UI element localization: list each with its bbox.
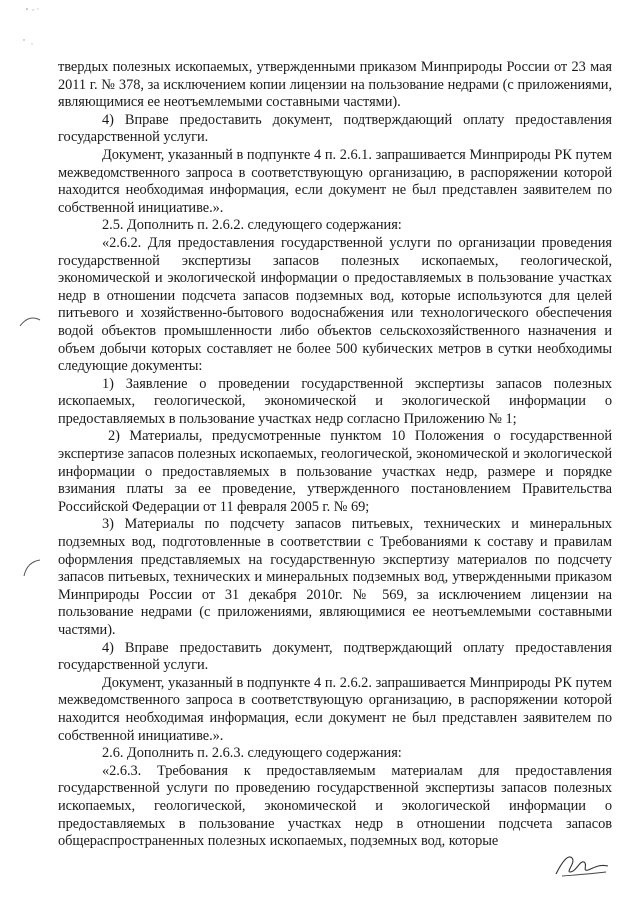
- margin-hole-mark: [16, 312, 46, 330]
- margin-hole-mark: [18, 556, 48, 580]
- paragraph-document-request-second: Документ, указанный в подпункте 4 п. 2.6.2. запрашивается Минприроды РК путем межведомственного запроса в соответствующую организацию, в распоряжении которой находится необходимая информация, если документ не был представлен заявителем по собственной инициативе.».: [58, 674, 612, 744]
- paragraph-item-4-second: 4) Вправе предоставить документ, подтверждающий оплату предоставления государственной услуги.: [58, 639, 612, 674]
- paragraph-2-6-2: «2.6.2. Для предоставления государственной услуги по организации проведения государственной экспертизы запасов полезных ископаемых, геологической, экономической и экологической информации о предоставляемых в пользование участках недр в отношении подсчета запасов подземных вод, которые используются для целей питьевого и хозяйственно-бытового водоснабжения или технологического обеспечения водой объектов промышленности либо объектов сельскохозяйственного назначения и объем добычи которых составляет не более 500 кубических метров в сутки необходимы следующие документы:: [58, 234, 612, 375]
- scan-artifact-marks: [0, 0, 60, 60]
- paragraph-continuation: твердых полезных ископаемых, утвержденными приказом Минприроды России от 23 мая 2011 г. № 378, за исключением копии лицензии на пользование недрами (с приложениями, являющимися ее неотъемлемыми составными частями).: [58, 59, 612, 111]
- paragraph-item-4: 4) Вправе предоставить документ, подтверждающий оплату предоставления государственной услуги.: [58, 111, 612, 146]
- paragraph-item-3: 3) Материалы по подсчету запасов питьевых, технических и минеральных подземных вод, подготовленные в соответствии с Требованиями к составу и правилам оформления представляемых на государственную экспертизу материалов по подсчету запасов питьевых, технических и минеральных подземных вод, утвержденными приказом Минприроды России от 31 декабря 2010г. № 569, за исключением лицензии на пользование недрами (с приложениями, являющимися ее неотъемлемыми составными частями).: [58, 516, 612, 638]
- paragraph-section-2-6: 2.6. Дополнить п. 2.6.3. следующего содержания:: [102, 745, 402, 762]
- paragraph-item-2: 2) Материалы, предусмотренные пунктом 10 Положения о государственной экспертизе запасов полезных ископаемых, геологической, экономической и экологической информации о предоставляемых в пользование участках недр, размере и порядке взимания платы за ее проведение, утвержденного постановлением Правительства Российской Федерации от 11 февраля 2005 г. № 69;: [58, 428, 612, 515]
- paragraph-2-6-3: «2.6.3. Требования к предоставляемым материалам для предоставления государственной услуги по проведению государственной экспертизы запасов полезных ископаемых, геологической, экономической и экологической информации о предоставляемых в пользование участках недр в отношении подсчета запасов общераспространенных полезных ископаемых, подземных вод, которые: [58, 762, 612, 850]
- signature-mark: [552, 848, 612, 882]
- paragraph-document-request: Документ, указанный в подпункте 4 п. 2.6.1. запрашивается Минприроды РК путем межведомственного запроса в соответствующую организацию, в распоряжении которой находится необходимая информация, если документ не был представлен заявителем по собственной инициативе.».: [58, 146, 612, 216]
- paragraph-section-2-5: 2.5. Дополнить п. 2.6.2. следующего содержания:: [102, 217, 402, 234]
- paragraph-item-1: 1) Заявление о проведении государственной экспертизы запасов полезных ископаемых, геологической, экономической и экологической информации о предоставляемых в пользование участках недр согласно Приложению № 1;: [58, 375, 612, 427]
- document-body: [58, 59, 612, 851]
